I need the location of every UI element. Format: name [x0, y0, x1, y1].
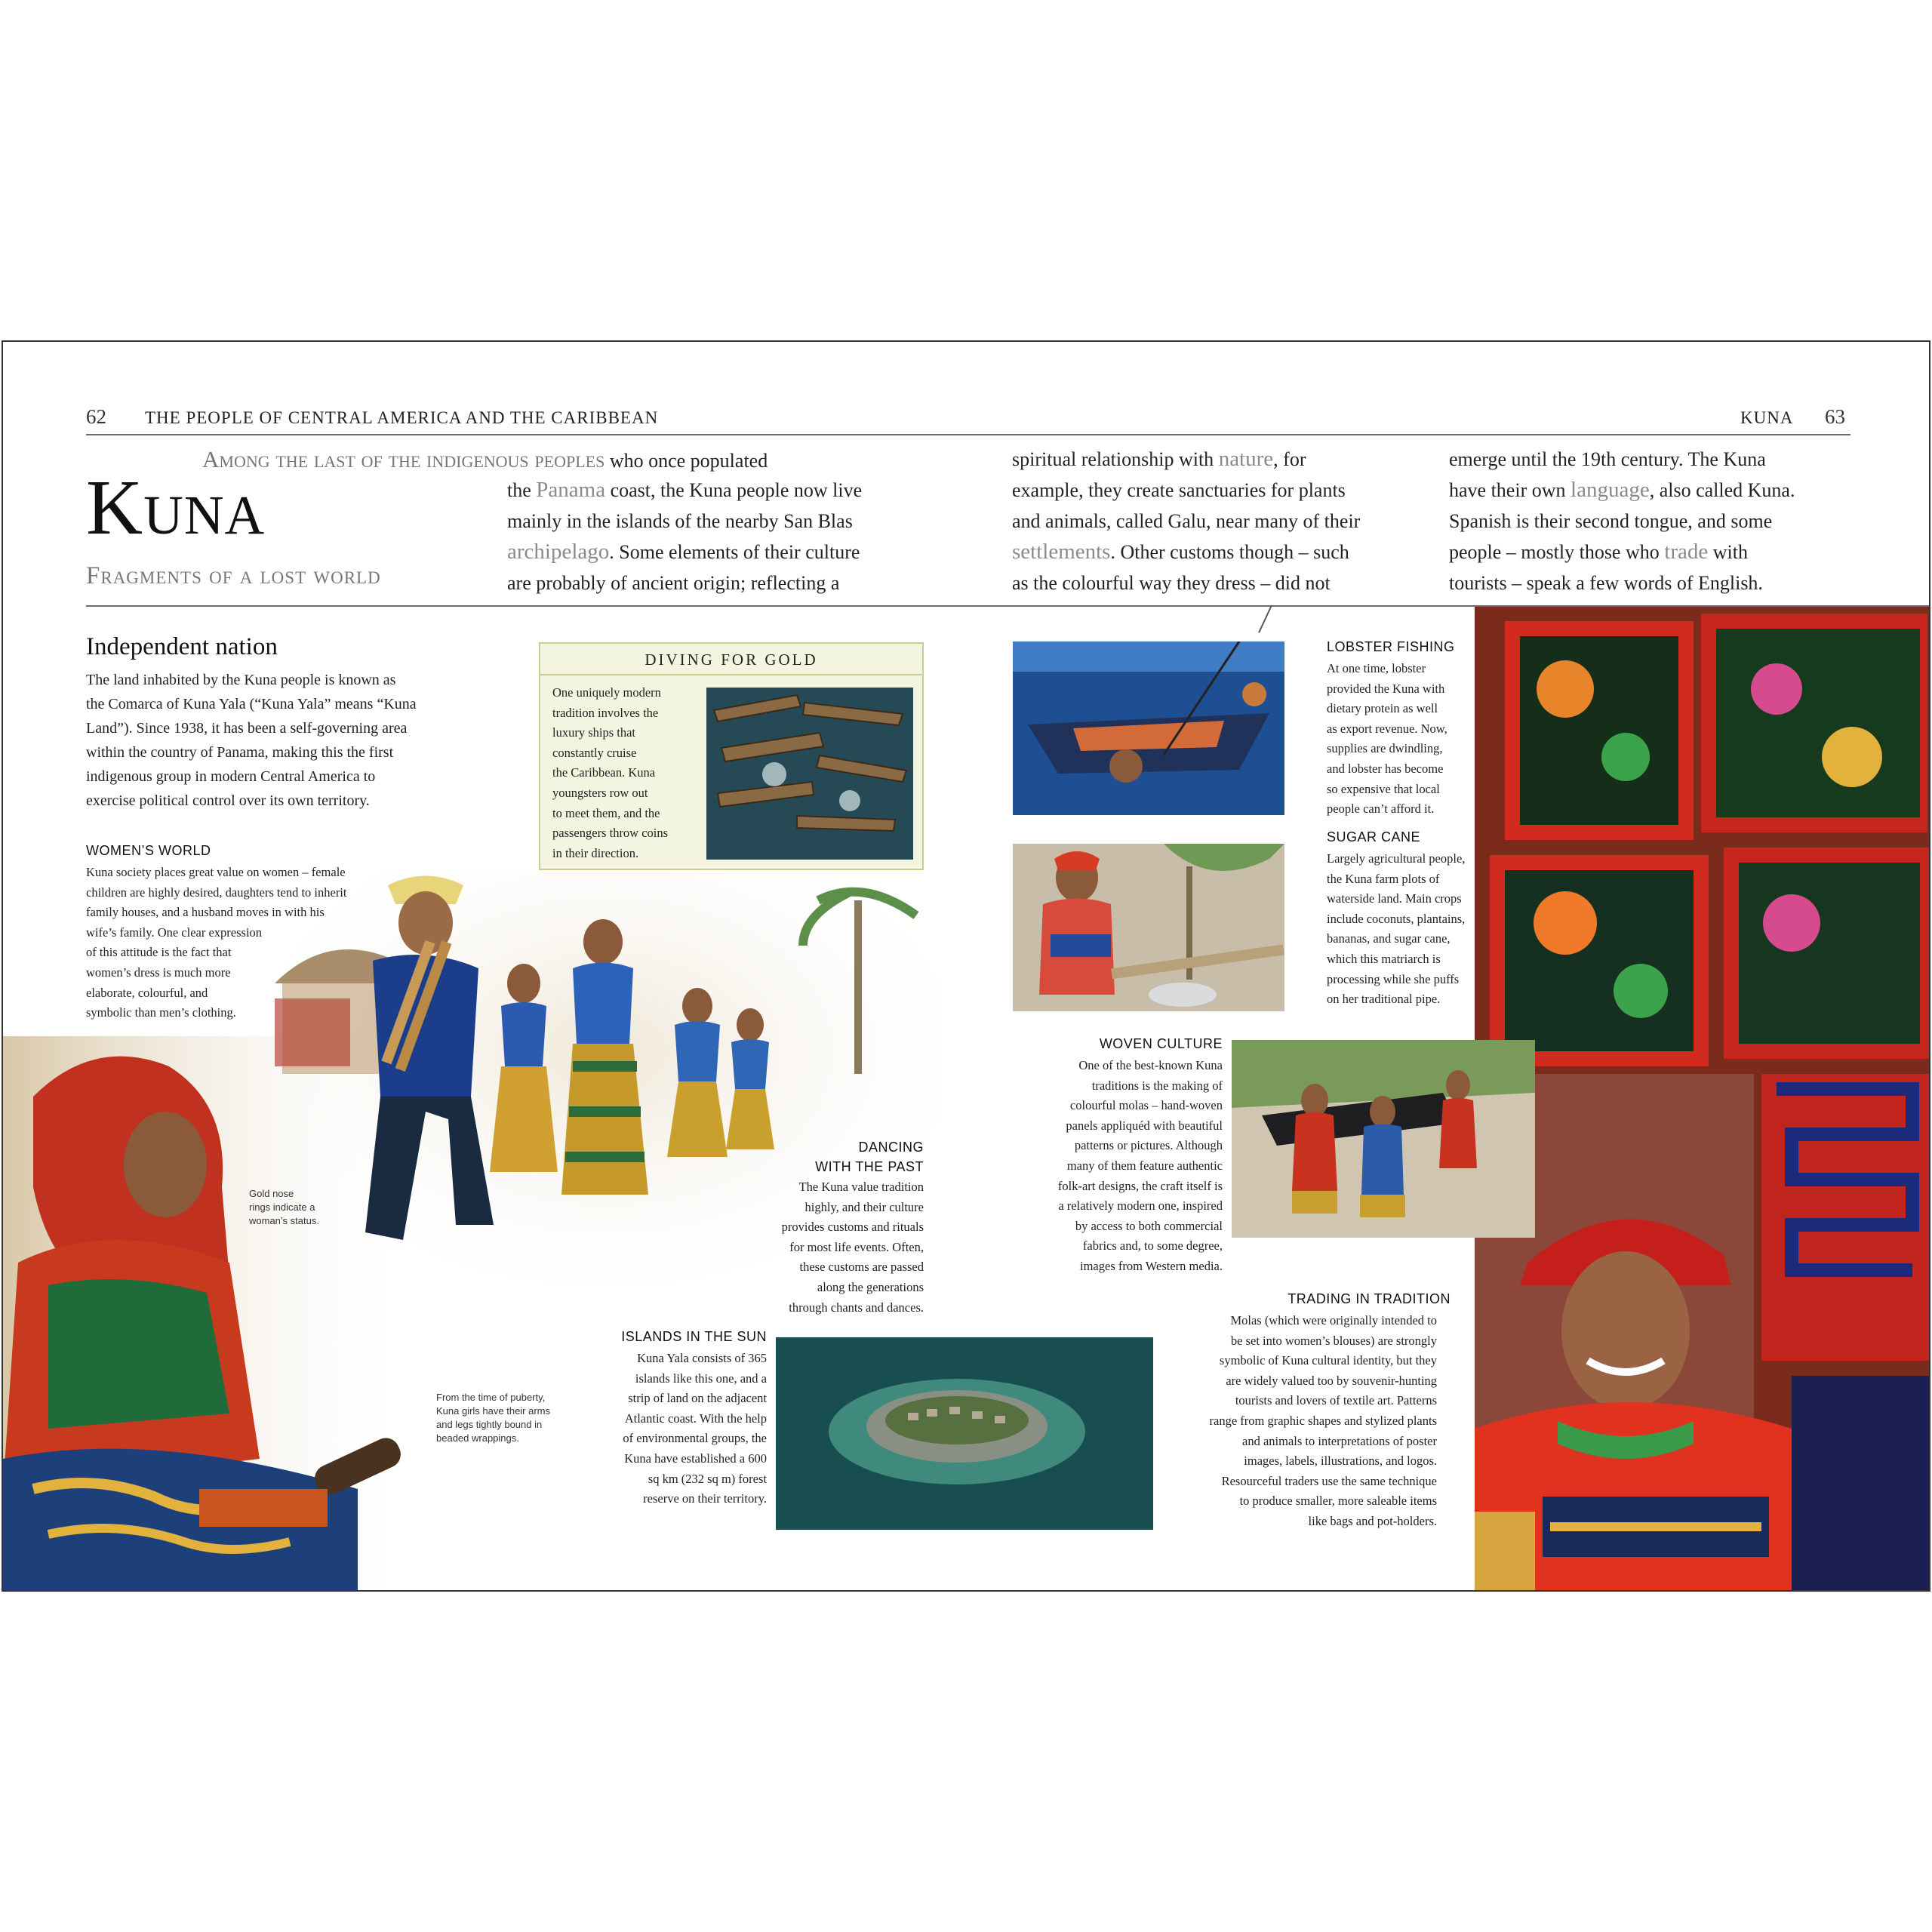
intro-text: Spanish is their second tongue, and some — [1449, 510, 1773, 532]
photo-mola-trader — [1475, 606, 1930, 1592]
text-line: images, labels, illustrations, and logos. — [1244, 1454, 1437, 1469]
text-line: dietary protein as well — [1327, 701, 1438, 716]
text-line: Largely agricultural people, — [1327, 851, 1466, 866]
intro-highlight: trade — [1664, 540, 1709, 564]
text-line: a relatively modern one, inspired — [1058, 1198, 1223, 1214]
text-line: strip of land on the adjacent — [628, 1391, 767, 1406]
islands-text — [561, 1349, 767, 1509]
text-line: beaded wrappings. — [436, 1432, 519, 1444]
text-line: family houses, and a husband moves in with his — [86, 905, 325, 920]
text-line: to meet them, and the — [552, 805, 660, 820]
text-line: islands like this one, and a — [635, 1371, 767, 1386]
heading-line: WITH THE PAST — [815, 1159, 924, 1174]
diving-text — [552, 683, 718, 863]
puberty-note — [436, 1391, 580, 1445]
trading-heading: TRADING IN TRADITION — [1287, 1291, 1451, 1306]
gold-nose-note — [249, 1187, 355, 1228]
text-line: images from Western media. — [1080, 1258, 1223, 1273]
intro-lead: Among the last of the indigenous peoples — [202, 446, 605, 472]
text-line: symbolic than men’s clothing. — [86, 1005, 236, 1020]
intro-highlight: language — [1571, 478, 1650, 502]
text-line: Kuna have established a 600 — [624, 1451, 767, 1466]
text-line: so expensive that local — [1327, 781, 1440, 796]
sugar-cane-illustration — [1013, 844, 1284, 1011]
intro-text: are probably of ancient origin; reflecting a — [507, 572, 840, 594]
intro-rule — [86, 605, 1930, 607]
text-line: folk-art designs, the craft itself is — [1057, 1178, 1223, 1193]
trading-text — [1165, 1311, 1437, 1532]
text-line: The Kuna value tradition — [798, 1180, 924, 1194]
text-line: passengers throw coins — [552, 826, 669, 841]
intro-text: , also called Kuna. — [1649, 479, 1795, 501]
text-line: people can’t afford it. — [1327, 801, 1435, 817]
text-line: tradition involves the — [552, 705, 659, 720]
intro-highlight: nature — [1218, 447, 1274, 471]
left-running-head: THE PEOPLE OF CENTRAL AMERICA AND THE CARIBBEAN — [145, 408, 659, 427]
text-line: provides customs and rituals — [781, 1220, 924, 1235]
text-line: processing while she puffs — [1327, 971, 1460, 986]
lobster-text — [1327, 659, 1493, 820]
text-line: for most life events. Often, — [789, 1239, 924, 1254]
text-line: through chants and dances. — [789, 1300, 924, 1315]
heading-line: DANCING — [858, 1140, 924, 1155]
text-line: range from graphic shapes and stylized plants — [1209, 1413, 1437, 1428]
dancing-heading — [712, 1137, 924, 1177]
text-line: which this matriarch is — [1327, 951, 1441, 966]
text-line: wife’s family. One clear expression — [86, 924, 263, 940]
text-line: include coconuts, plantains, — [1327, 911, 1466, 926]
photo-diving-for-gold — [706, 688, 913, 860]
intro-text: people – mostly those who — [1449, 541, 1665, 563]
text-line: provided the Kuna with — [1327, 681, 1445, 696]
text-line: patterns or pictures. Although — [1074, 1138, 1223, 1153]
text-line: Kuna Yala consists of 365 — [637, 1351, 767, 1365]
intro-text: mainly in the islands of the nearby San Blas — [507, 510, 853, 532]
woven-text — [1007, 1056, 1223, 1277]
intro-column-3 — [1449, 444, 1872, 598]
intro-highlight: archipelago — [507, 540, 610, 564]
lobster-heading: LOBSTER FISHING — [1327, 639, 1455, 654]
text-line: like bags and pot-holders. — [1308, 1513, 1437, 1528]
intro-text: coast, the Kuna people now live — [605, 479, 863, 501]
text-line: in their direction. — [552, 845, 639, 860]
text-line: Land”). Since 1938, it has been a self-governing area — [86, 720, 408, 737]
text-line: and animals to interpretations of poster — [1242, 1433, 1437, 1448]
text-line: women’s dress is much more — [86, 964, 231, 980]
womens-world-text — [86, 863, 403, 1023]
intro-highlight: settlements — [1012, 540, 1111, 564]
intro-column-1-body — [507, 475, 930, 598]
pointer-line — [1258, 605, 1272, 633]
text-line: by access to both commercial — [1075, 1218, 1223, 1233]
dancing-text — [712, 1177, 924, 1318]
photo-sugar-cane — [1013, 844, 1284, 1011]
text-line: the Kuna farm plots of — [1327, 871, 1440, 886]
intro-text: the — [507, 479, 537, 501]
woven-heading: WOVEN CULTURE — [1099, 1036, 1223, 1051]
lobster-fishing-illustration — [1013, 641, 1284, 815]
islands-heading: ISLANDS IN THE SUN — [621, 1329, 767, 1344]
text-line: colourful molas – hand-woven — [1069, 1098, 1223, 1113]
text-line: woman’s status. — [249, 1215, 319, 1226]
intro-text: tourists – speak a few words of English. — [1449, 572, 1763, 594]
text-line: as export revenue. Now, — [1327, 721, 1447, 736]
page-subtitle: Fragments of a lost world — [86, 562, 381, 589]
text-line: youngsters row out — [552, 785, 648, 800]
sugar-cane-heading: SUGAR CANE — [1327, 829, 1421, 844]
photo-lobster-fishing — [1013, 641, 1284, 815]
text-line: these customs are passed — [799, 1260, 924, 1275]
text-line: luxury ships that — [552, 725, 635, 740]
intro-text: as the colourful way they dress – did not — [1012, 572, 1331, 594]
text-line: One of the best-known Kuna — [1078, 1058, 1223, 1072]
diving-box-divider — [540, 674, 922, 675]
intro-text: have their own — [1449, 479, 1571, 501]
page-title: Kuna — [86, 464, 266, 551]
island-aerial-illustration — [776, 1337, 1153, 1530]
right-running-head: KUNA — [1740, 408, 1794, 427]
text-line: Molas (which were originally intended to — [1230, 1313, 1437, 1327]
text-line: bananas, and sugar cane, — [1327, 931, 1451, 946]
left-folio: 62 — [86, 405, 106, 428]
text-line: many of them feature authentic — [1066, 1158, 1223, 1173]
text-line: indigenous group in modern Central America to — [86, 768, 376, 785]
text-line: sq km (232 sq m) forest — [648, 1471, 767, 1486]
diving-canoes-illustration — [706, 688, 913, 860]
intro-text: who once populated — [605, 450, 768, 472]
text-line: on her traditional pipe. — [1327, 992, 1441, 1007]
text-line: fabrics and, to some degree, — [1082, 1238, 1223, 1254]
photo-woven-culture — [1232, 1040, 1535, 1238]
intro-column-2 — [1012, 444, 1435, 598]
woven-culture-illustration — [1232, 1040, 1535, 1238]
diving-heading: DIVING FOR GOLD — [645, 651, 818, 669]
text-line: One uniquely modern — [552, 685, 661, 700]
text-line: children are highly desired, daughters tend to inherit — [86, 884, 347, 900]
text-line: symbolic of Kuna cultural identity, but they — [1219, 1353, 1437, 1368]
text-line: Resourceful traders use the same technique — [1221, 1473, 1437, 1488]
text-line: and legs tightly bound in — [436, 1419, 543, 1430]
intro-text: emerge until the 19th century. The Kuna — [1449, 448, 1766, 470]
text-line: Gold nose — [249, 1188, 294, 1199]
intro-text: . Other customs though – such — [1110, 541, 1349, 563]
text-line: supplies are dwindling, — [1327, 741, 1443, 756]
text-line: The land inhabited by the Kuna people is known as — [86, 672, 396, 688]
text-line: At one time, lobster — [1327, 661, 1426, 675]
photo-island-aerial — [776, 1337, 1153, 1530]
sugar-cane-text — [1327, 849, 1508, 1010]
text-line: constantly cruise — [552, 745, 637, 760]
text-line: tourists and lovers of textile art. Patterns — [1235, 1393, 1437, 1408]
text-line: the Caribbean. Kuna — [552, 765, 656, 780]
womens-world-heading: WOMEN’S WORLD — [86, 843, 211, 858]
text-line: of environmental groups, the — [623, 1431, 767, 1446]
text-line: along the generations — [817, 1279, 924, 1294]
intro-text: , for — [1273, 448, 1306, 470]
text-line: Kuna girls have their arms — [436, 1405, 551, 1417]
text-line: exercise political control over its own territory. — [86, 792, 370, 809]
intro-text: . Some elements of their culture — [609, 541, 860, 563]
intro-text: with — [1708, 541, 1748, 563]
book-spread — [2, 340, 1930, 1592]
right-folio: 63 — [1825, 405, 1845, 428]
intro-highlight: Panama — [536, 478, 606, 502]
text-line: elaborate, colourful, and — [86, 985, 208, 1000]
text-line: waterside land. Main crops — [1327, 891, 1462, 906]
text-line: rings indicate a — [249, 1201, 315, 1213]
intro-text: example, they create sanctuaries for plants — [1012, 479, 1346, 501]
text-line: highly, and their culture — [804, 1199, 924, 1214]
text-line: Atlantic coast. With the help — [624, 1411, 767, 1426]
mola-trader-illustration — [1475, 606, 1930, 1592]
intro-text: spiritual relationship with — [1012, 448, 1219, 470]
independent-text — [86, 668, 509, 813]
text-line: From the time of puberty, — [436, 1392, 546, 1403]
intro-text: and animals, called Galu, near many of their — [1012, 510, 1361, 532]
text-line: of this attitude is the fact that — [86, 945, 232, 960]
text-line: and lobster has become — [1327, 761, 1444, 776]
text-line: within the country of Panama, making this the first — [86, 744, 394, 761]
text-line: reserve on their territory. — [643, 1491, 767, 1506]
text-line: to produce smaller, more saleable items — [1239, 1494, 1437, 1509]
independent-heading: Independent nation — [86, 633, 278, 660]
header-rule — [86, 434, 1850, 435]
text-line: the Comarca of Kuna Yala (“Kuna Yala” means “Kuna — [86, 696, 417, 712]
text-line: Kuna society places great value on women – female — [86, 865, 346, 879]
text-line: be set into women’s blouses) are strongly — [1230, 1333, 1437, 1348]
text-line: traditions is the making of — [1091, 1078, 1223, 1093]
text-line: are widely valued too by souvenir-hunting — [1226, 1373, 1437, 1388]
intro-column-1 — [202, 444, 942, 476]
text-line: panels appliquéd with beautiful — [1066, 1118, 1223, 1133]
